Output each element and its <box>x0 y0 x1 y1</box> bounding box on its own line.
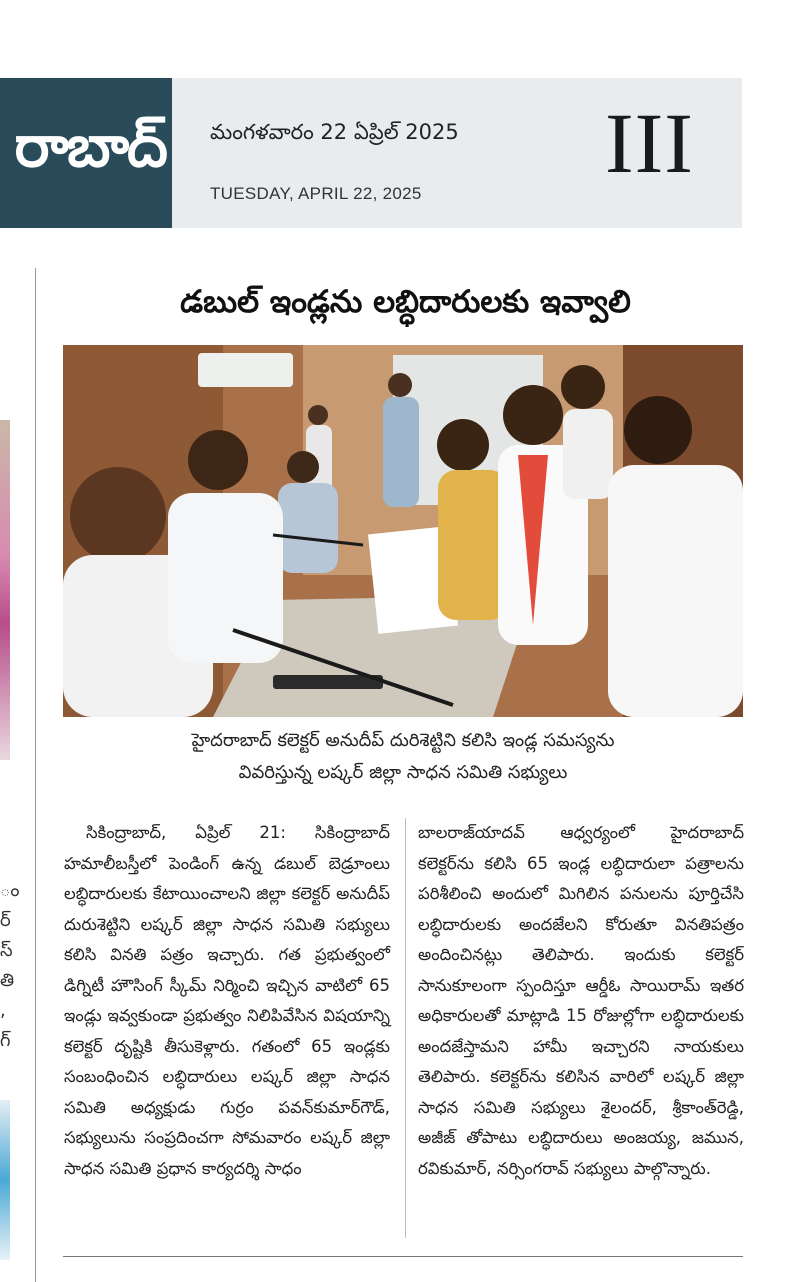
caption-line-2: వివరిస్తున్న లష్కర్ జిల్లా సాధన సమితి సభ్యులు <box>238 762 568 783</box>
section-masthead <box>0 78 172 228</box>
column-divider <box>405 818 406 1238</box>
fragment: స్ <box>0 940 13 961</box>
article-headline: డబుల్ ఇండ్లను లబ్ధిదారులకు ఇవ్వాలి <box>180 284 631 320</box>
section-name: రాబాద్ <box>14 111 166 180</box>
article-body-column-left: సికింద్రాబాద్, ఏప్రిల్ 21: సికింద్రాబాద్ హమాలీబస్తీలో పెండింగ్ ఉన్న డబుల్ బెడ్రూంలు లబ్ధిదారులకు కేటాయించాలని జిల్లా కలెక్టర్ అనుదీప్ దురుశెట్టిని లష్కర్ జిల్లా సాధన సమితి సభ్యులు కలిసి వినతి పత్రం ఇచ్చారు. గత ప్రభుత్వంలో డిగ్నిటీ హౌసింగ్ స్కీమ్ నిర్మించి ఇచ్చిన వాటిలో 65 ఇండ్లు ఇవ్వకుండా ప్రభుత్వం నిలిపివేసిన విషయాన్ని కలెక్టర్ దృష్టికి తీసుకెళ్లారు. గతంలో 65 ఇండ్లకు సంబంధించిన లబ్ధిదారులు లష్కర్ జిల్లా సాధన సమితి అధ్యక్షుడు గుర్రం పవన్‌కుమార్‌గౌడ్, సభ్యులును సంప్రదించగా సోమవారం లష్కర్ జిల్లా సాధన సమితి ప్రధాన కార్యదర్శి సాధం <box>64 823 390 1178</box>
bottom-rule <box>63 1256 743 1257</box>
adjacent-photo-strip <box>0 420 10 760</box>
column-rule <box>35 268 36 1282</box>
fragment: ర్ <box>0 910 11 931</box>
adjacent-photo-strip-lower <box>0 1100 10 1260</box>
fragment: ం <box>0 880 20 901</box>
article-photo <box>63 345 743 717</box>
article-body-column-right: బాలరాజ్‌యాదవ్ ఆధ్వర్యంలో హైదరాబాద్ కలెక్టర్‌ను కలిసి 65 ఇండ్ల లబ్ధిదారులా పత్రాలను పరిశీలించి అందులో మిగిలిన పనులను పూర్తిచేసి లబ్ధిదారులకు అందజేలని కోరుతూ వినతిపత్రం అందించినట్లు తెలిపారు. ఇందుకు కలెక్టర్ సానుకూలంగా స్పందిస్తూ ఆర్డీఓ సాయిరామ్ ఇతర అధికారులతో మాట్లాడి 15 రోజుల్లోగా లబ్ధిదారులకు అందజేస్తామని హామీ ఇచ్చారని నాయకులు తెలిపారు. కలెక్టర్‌ను కలిసిన వారిలో లష్కర్ జిల్లా సాధన సమితి సభ్యులు శైలందర్, శ్రీకాంత్‌రెడ్డి, అజీజ్ తోపాటు లబ్ధిదారులు అంజయ్య, జమున, రవికుమార్, నర్సింగరావ్ సభ్యులు పాల్గొన్నారు. <box>418 823 744 1178</box>
page-number: III <box>605 95 694 191</box>
photo-caption <box>63 725 743 789</box>
date-english: TUESDAY, APRIL 22, 2025 <box>210 184 422 203</box>
fragment: గ్ <box>0 1030 11 1051</box>
date-telugu: మంగళవారం 22 ఏప్రిల్ 2025 <box>210 120 459 144</box>
caption-line-1: హైదరాబాద్ కలెక్టర్ అనుదీప్ దురిశెట్టిని కలిసి ఇండ్ల సమస్యను <box>191 730 615 751</box>
fragment: తి <box>0 970 15 991</box>
fragment: , <box>0 1000 6 1021</box>
